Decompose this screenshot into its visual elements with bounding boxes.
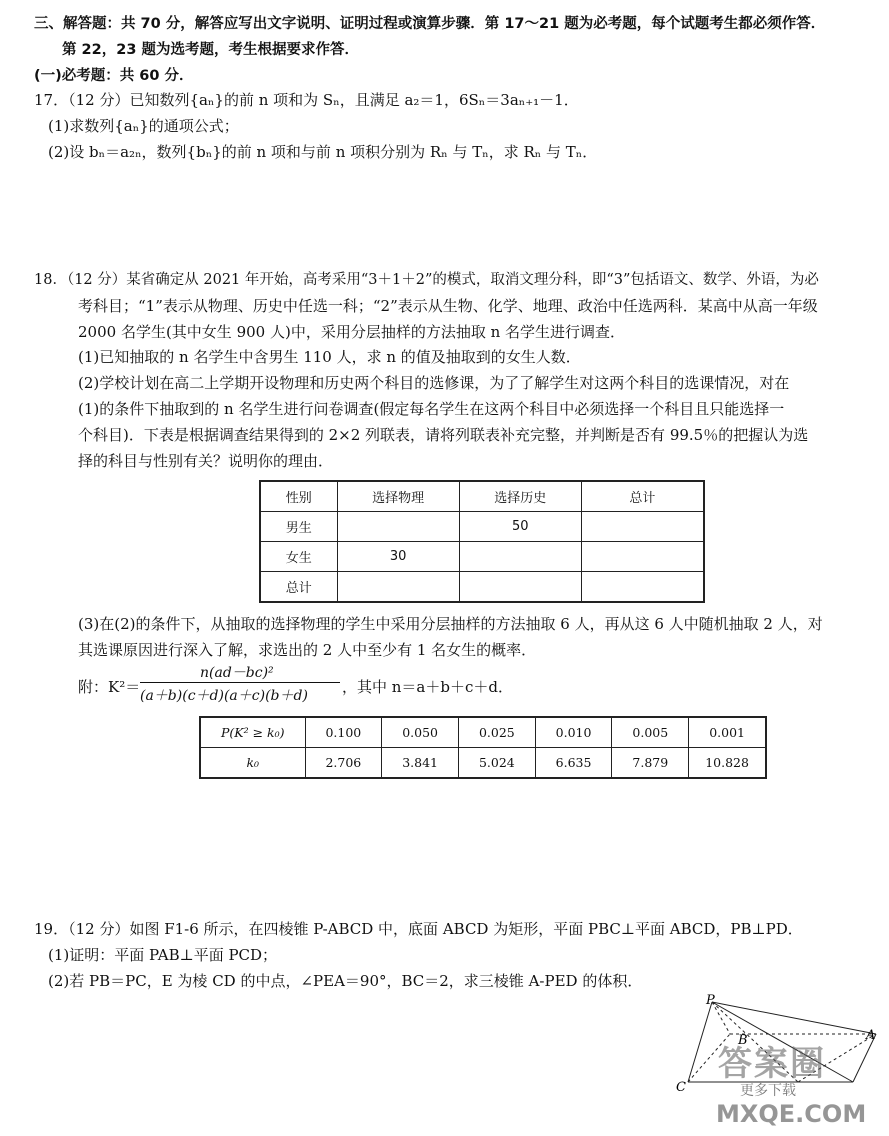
edge-pc xyxy=(688,1002,712,1082)
label-c: C xyxy=(676,1080,686,1095)
critical-value-table xyxy=(199,716,767,779)
table-cell xyxy=(337,572,459,603)
table-cell: k₀ xyxy=(200,748,305,779)
table-cell: 50 xyxy=(459,512,581,542)
q18-line1: 18．（12 分）某省确定从 2021 年开始，高考采用“3＋1＋2”的模式，取消文理分科，即“3”包括语文、数学、外语，为必 xyxy=(34,272,819,288)
table-row xyxy=(260,542,704,572)
table-cell: 0.025 xyxy=(458,717,535,748)
table-cell: 女生 xyxy=(260,542,337,572)
watermark-sub: 更多下载 xyxy=(740,1083,796,1099)
q18-part3-b: 其选课原因进行深入了解，求选出的 2 人中至少有 1 名女生的概率． xyxy=(78,641,537,659)
table-cell xyxy=(581,542,704,572)
q18-line3: 2000 名学生(其中女生 900 人)中，采用分层抽样的方法抽取 n 名学生进行调查． xyxy=(78,323,626,341)
table-row xyxy=(260,572,704,603)
q18-part3-a: (3)在(2)的条件下，从抽取的选择物理的学生中采用分层抽样的方法抽取 6 人，再从这 6 人中随机抽取 2 人，对 xyxy=(78,615,823,633)
q19-part2: (2)若 PB＝PC，E 为棱 CD 的中点，∠PEA＝90°，BC＝2，求三棱锥 A-PED 的体积． xyxy=(48,972,643,990)
q17-part1: (1)求数列{aₙ}的通项公式； xyxy=(48,117,239,135)
fraction-bar xyxy=(140,682,340,683)
q18-part1: (1)已知抽取的 n 名学生中含男生 110 人，求 n 的值及抽取到的女生人数． xyxy=(78,348,581,366)
table-cell: 总计 xyxy=(260,572,337,603)
table-cell: 2.706 xyxy=(305,748,382,779)
watermark-site: MXQE.COM xyxy=(716,1100,867,1128)
table-cell xyxy=(459,572,581,603)
q19-part1: (1)证明：平面 PAB⊥平面 PCD； xyxy=(48,946,278,964)
edge-pa xyxy=(712,1002,876,1034)
section-header-line1: 三、解答题：共 70 分，解答应写出文字说明、证明过程或演算步骤．第 17～21 题为必考题，每个试题考生都必须作答． xyxy=(34,16,826,32)
table-cell: 0.005 xyxy=(612,717,689,748)
table-cell: 5.024 xyxy=(458,748,535,779)
q17-stem: 17．（12 分）已知数列{aₙ}的前 n 项和为 Sₙ，且满足 a₂＝1，6Sₙ＝3aₙ₊₁－1． xyxy=(34,91,579,109)
label-b: B xyxy=(738,1033,748,1048)
q18-part2-d: 择的科目与性别有关？说明你的理由． xyxy=(78,452,334,470)
table-row xyxy=(200,717,766,748)
table-cell: 0.010 xyxy=(535,717,612,748)
table-cell: 7.879 xyxy=(612,748,689,779)
table-cell: 0.050 xyxy=(382,717,459,748)
table-header-cell: 性别 xyxy=(260,481,337,512)
table-cell xyxy=(581,512,704,542)
table-cell: P(K² ≥ k₀) xyxy=(200,717,305,748)
label-a: A xyxy=(866,1028,876,1043)
formula-numerator: n(ad－bc)² xyxy=(200,665,274,681)
table-header-cell: 选择物理 xyxy=(337,481,459,512)
watermark-logo: 答案圈 xyxy=(718,1044,826,1084)
label-p: P xyxy=(706,993,715,1008)
table-header-row xyxy=(260,481,704,512)
q18-part2-c: 个科目)．下表是根据调查结果得到的 2×2 列联表，请将列联表补充完整，并判断是否有 99.5％的把握认为选 xyxy=(78,426,809,444)
q18-part2-a: (2)学校计划在高二上学期开设物理和历史两个科目的选修课，为了了解学生对这两个科目的选课情况，对在 xyxy=(78,374,790,392)
q18-line2: 考科目；“1”表示从物理、历史中任选一科；“2”表示从生物、化学、地理、政治中任选两科．某高中从高一年级 xyxy=(78,297,818,315)
table-cell: 30 xyxy=(337,542,459,572)
formula-denominator: (a＋b)(c＋d)(a＋c)(b＋d) xyxy=(140,688,308,704)
q18-part2-b: (1)的条件下抽取到的 n 名学生进行问卷调查(假定每名学生在这两个科目中必须选择一个科目且只能选择一 xyxy=(78,400,785,418)
formula-suffix: ，其中 n＝a＋b＋c＋d． xyxy=(342,678,513,696)
table-cell: 6.635 xyxy=(535,748,612,779)
section-header-line2: 第 22，23 题为选考题，考生根据要求作答． xyxy=(62,42,359,58)
table-row xyxy=(200,748,766,779)
table-row xyxy=(260,512,704,542)
formula-prefix: 附：K²＝ xyxy=(78,678,141,696)
formula-fraction xyxy=(140,662,340,706)
table-cell xyxy=(581,572,704,603)
table-header-cell: 选择历史 xyxy=(459,481,581,512)
table-cell xyxy=(337,512,459,542)
table-cell xyxy=(459,542,581,572)
table-cell: 男生 xyxy=(260,512,337,542)
table-cell: 3.841 xyxy=(382,748,459,779)
table-header-cell: 总计 xyxy=(581,481,704,512)
contingency-table xyxy=(259,480,705,603)
part1-title: (一)必考题：共 60 分． xyxy=(34,68,194,84)
table-cell: 10.828 xyxy=(689,748,766,779)
q17-part2: (2)设 bₙ＝a₂ₙ，数列{bₙ}的前 n 项和与前 n 项积分别为 Rₙ 与 Tₙ，求 Rₙ 与 Tₙ． xyxy=(48,143,598,161)
table-cell: 0.001 xyxy=(689,717,766,748)
q19-stem: 19．（12 分）如图 F1-6 所示，在四棱锥 P-ABCD 中，底面 ABCD 为矩形，平面 PBC⊥平面 ABCD，PB⊥PD． xyxy=(34,920,803,938)
table-cell: 0.100 xyxy=(305,717,382,748)
